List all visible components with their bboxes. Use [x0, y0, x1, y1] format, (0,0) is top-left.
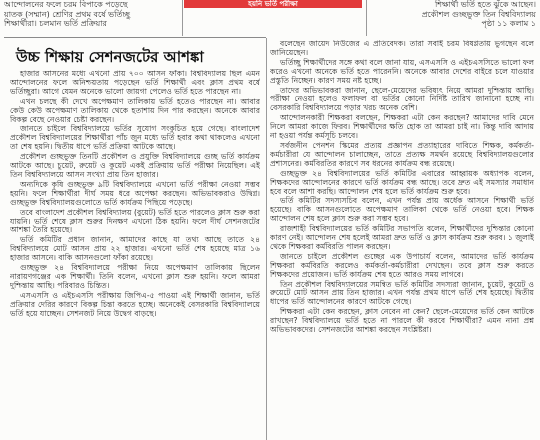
paragraph: অন্যদিকে কৃষি গুচ্ছভুক্ত ৯টি বিশ্ববিদ্যালয়ে এখনো ভর্তি পরীক্ষা নেওয়া সম্ভব হয়নি। ফলে শিক্ষার্থীরা দীর্ঘ সময় ধরে অপেক্ষা করছেন। অভিভাবকরাও উদ্বিগ্ন। গুচ্ছভুক্ত বিশ্ববিদ্যালয়গুলোতে ভর্তি কার্যক্রম পিছিয়ে পড়েছে।: [10, 179, 260, 207]
paragraph: রাজশাহী বিশ্ববিদ্যালয়ের ভর্তি কমিটির সভাপতি বলেন, শিক্ষার্থীদের দুশ্চিন্তার কোনো কারণ নেই। আন্দোলন শেষ হলেই আমরা দ্রুত ভর্তি ও ক্লাস কার্যক্রম শুরু করব। ১ জুলাই থেকে শিক্ষকরা কর্মবিরতি পালন করছেন।: [270, 224, 534, 251]
article-column-right: [270, 40, 534, 438]
fragment-line: য়াতক (সম্মান) শ্রেণির প্রথম বর্ষে ভর্তিচ্ছু: [4, 9, 130, 19]
paragraph: বলেছেন জায়েদ নিউজের এ প্রতিবেদক। তারা সবাই চরম বিষণ্ণতায় ভুগছেন বলে জানিয়েছেন।: [270, 40, 534, 57]
column-divider: [182, 0, 183, 36]
right-fragment: [372, 0, 536, 29]
paragraph: এসএসসি ও এইচএসসি পরীক্ষায় জিপিএ-৫ পাওয়া এই শিক্ষার্থী জানান, ভর্তি প্রক্রিয়ার দেরির কারণে বিকল্প চিন্তা করতে হচ্ছে। অনেকেই বেসরকারি বিশ্ববিদ্যালয়ে ভর্তি হয়ে যাচ্ছেন। সেশনজট নিয়ে উদ্বেগ বাড়ছে।: [10, 290, 260, 318]
paragraph: শিক্ষকরা এটা কেন করছেন, ক্লাস নেবেন না কেন? ছেলে-মেয়েদের ভর্তি কেন আটকে রাখছেন? বিশ্ববিদ্যালয়ে ভর্তি হতে না পারলে কী করবে শিক্ষার্থীরা? এমন নানা প্রশ্ন অভিভাবকদের। সেশনজটের আশঙ্কা করছেন সংশ্লিষ্টরা।: [270, 307, 534, 335]
red-headline-banner: হয়নি ভর্তি পরীক্ষা: [184, 0, 362, 8]
paragraph: এখন চলছে কী দেখে অপেক্ষমাণ তালিকায় ভর্তি হতেও পারছেন না। আবার কেউ কেউ অপেক্ষমাণ তালিকায় থেকে হতাশায় দিন পার করছেন। অনেকে আবার বিকল্প বেছে নেওয়ার চেষ্টা করছেন।: [10, 96, 260, 124]
paragraph: জানতে চাইলে প্রকৌশল গুচ্ছের এক উপাচার্য বলেন, আমাদের ভর্তি কার্যক্রম শিক্ষকরা কর্মবিরতি করলেও কর্মকর্তা-কর্মচারীরা দেখছেন। তবে ক্লাস শুরু করতে শিক্ষকদের প্রয়োজন। ভর্তি কার্যক্রম শেষ হতে আরও সময় লাগবে।: [270, 251, 534, 279]
fragment-line: শিক্ষার্থী ভর্তি হতে ঝুঁকে আছেন।: [434, 0, 536, 9]
article-column-left: [10, 70, 260, 438]
paragraph: গুচ্ছভুক্ত ২৪ বিশ্ববিদ্যালয়ের ভর্তি কমিটির এবারের আহ্বায়ক অধ্যাপক বলেন, শিক্ষকদের আন্দোলনের কারণে ভর্তি কার্যক্রম বন্ধ আছে। তবে দ্রুত এই সমস্যার সমাধান হবে বলে আশা করছি। আন্দোলন শেষ হলে ভর্তি কার্যক্রম শুরু হবে।: [270, 168, 534, 196]
paragraph: তাদের অভিভাবকরা জানান, ছেলে-মেয়েদের ভবিষ্যৎ নিয়ে আমরা দুশ্চিন্তায় আছি। পরীক্ষা নেওয়া হলেও ফলাফল বা ভর্তির কোনো নির্দিষ্ট তারিখ জানানো হচ্ছে না। বেসরকারি বিশ্ববিদ্যালয়ে পড়ার খরচ অনেক বেশি।: [270, 85, 534, 113]
previous-article-fragment: [0, 0, 540, 40]
article-headline: উচ্চ শিক্ষায় সেশনজটের আশঙ্কা: [16, 48, 204, 66]
paragraph: গুচ্ছভুক্ত ২৪ বিশ্ববিদ্যালয়ে পরীক্ষা নিয়ে অপেক্ষমাণ তালিকায় ছিলেন নারায়ণগঞ্জের এক শিক্ষার্থী। তিনি বলেন, এখনো ক্লাস শুরু হয়নি। ফলে আমরা দুশ্চিন্তায় আছি। পরিবারও চিন্তিত।: [10, 263, 260, 290]
paragraph: ভর্তি কমিটির সদস্যসচিব বলেন, এখন পর্যন্ত প্রায় অর্ধেক আসনে শিক্ষার্থী ভর্তি হয়েছে। বাকি আসনগুলোতে অপেক্ষমাণ তালিকা থেকে ভর্তি নেওয়া হবে। শিক্ষক আন্দোলন শেষ হলে ক্লাস শুরু করা সম্ভব হবে।: [270, 196, 534, 224]
paragraph: আন্দোলনকারী শিক্ষকরা বলছেন, শিক্ষকরা এটা কেন করছেন? আমাদের দাবি মেনে নিলে আমরা কাজে ফিরব। শিক্ষার্থীদের ক্ষতি হোক তা আমরা চাই না। কিন্তু দাবি আদায় না হওয়া পর্যন্ত কর্মসূচি চলবে।: [270, 113, 534, 141]
paragraph: সর্বজনীন পেনশন স্কিমের প্রত্যয় প্রজ্ঞাপন প্রত্যাহারের দাবিতে শিক্ষক, কর্মকর্তা-কর্মচারীরা যে আন্দোলন চালাচ্ছেন, তাতে প্রত্যক্ষ সমর্থন রয়েছে বিশ্ববিদ্যালয়গুলোর প্রশাসনের। কর্মবিরতির কারণে সব ধরনের কার্যক্রম বন্ধ রয়েছে।: [270, 140, 534, 168]
fragment-line: প্রকৌশল গুচ্ছভুক্ত তিন বিশ্ববিদ্যালয়: [421, 9, 536, 19]
section-divider: [4, 37, 266, 38]
paragraph: হাজার আসনের মধ্যে এখনো প্রায় ৭০০ আসন ফাঁকা। বিশ্ববিদ্যালয় ছিল এমন আন্দোলনের ফলে অনিশ্চয়তায় পড়েছেন ভর্তি শিক্ষার্থী এবং ক্লাস প্রথম বর্ষে ভর্তিচ্ছুরা। আগে যেমন অনেকে ভালো জায়গা পেলেও ভর্তি হতে পারছেন না।: [10, 70, 260, 96]
paragraph: ভর্তি কমিটির প্রধান জানান, আমাদের কাছে যা তথ্য আছে তাতে ২৪ বিশ্ববিদ্যালয়ে মোট আসন প্রায় ২২ হাজার। এখনো ভর্তি শেষ হয়েছে মাত্র ১৬ হাজার আসনে। বাকি আসনগুলো ফাঁকা রয়েছে।: [10, 235, 260, 263]
fragment-line: শিক্ষার্থীরা। চলমান ভর্তি প্রক্রিয়ার: [4, 19, 107, 29]
paragraph: তবে বাংলাদেশ প্রকৌশল বিশ্ববিদ্যালয় (বুয়েট) ভর্তি হতে পারলেও ক্লাস শুরু করা যায়নি। ভর্তি শেষে ক্লাস শুরুর দিনক্ষণ এখনো ঠিক হয়নি। ফলে দীর্ঘ সেশনজটের আশঙ্কা তৈরি হয়েছে।: [10, 207, 260, 235]
continuation-note: পৃষ্ঠা ১১ কলাম ১: [481, 19, 536, 29]
paragraph: প্রকৌশল গুচ্ছভুক্ত তিনটি প্রকৌশল ও প্রযুক্তি বিশ্ববিদ্যালয়ে গুচ্ছ ভর্তি কার্যক্রম আটকে আছে। চুয়েট, রুয়েট ও কুয়েট একই প্রক্রিয়ায় ভর্তি পরীক্ষা নিয়েছিল। এই তিন বিশ্ববিদ্যালয়ে আসন সংখ্যা প্রায় তিন হাজার।: [10, 152, 260, 179]
paragraph: ভর্তিচ্ছু শিক্ষার্থীদের সঙ্গে কথা বলে জানা যায়, এসএসসি ও এইচএসসিতে ভালো ফল করেও এখনো অনেকে ভর্তি হতে পারেননি। অনেকে আবার দেশের বাইরে চলে যাওয়ার প্রস্তুতি নিচ্ছেন। কারণ সময় নষ্ট হচ্ছে।: [270, 57, 534, 85]
paragraph: জানতে চাইলে বিশ্ববিদ্যালয়ে ভর্তির সুযোগ সংকুচিত হয়ে গেছে। বাংলাদেশ প্রকৌশল বিশ্ববিদ্যালয়ের শিক্ষার্থীরা পাঁচ জুন মধ্যে ভর্তি হবার কথা থাকলেও এখনো তা শেষ হয়নি। দ্বিতীয় ধাপে ভর্তি প্রক্রিয়া আটকে আছে।: [10, 124, 260, 152]
paragraph: তিন প্রকৌশল বিশ্ববিদ্যালয়ের সমন্বিত ভর্তি কমিটির সদস্যরা জানান, চুয়েট, কুয়েট ও রুয়েটে মোট আসন প্রায় তিন হাজার। এখন পর্যন্ত প্রথম ধাপে ভর্তি শেষ হয়েছে। দ্বিতীয় ধাপের ভর্তি আন্দোলনের কারণে আটকে গেছে।: [270, 279, 534, 307]
column-divider: [366, 0, 367, 36]
left-fragment: [4, 0, 182, 29]
column-divider: [266, 38, 267, 440]
fragment-line: আন্দোলনের ফলে চরম বিপাকে পড়েছে: [4, 0, 128, 9]
